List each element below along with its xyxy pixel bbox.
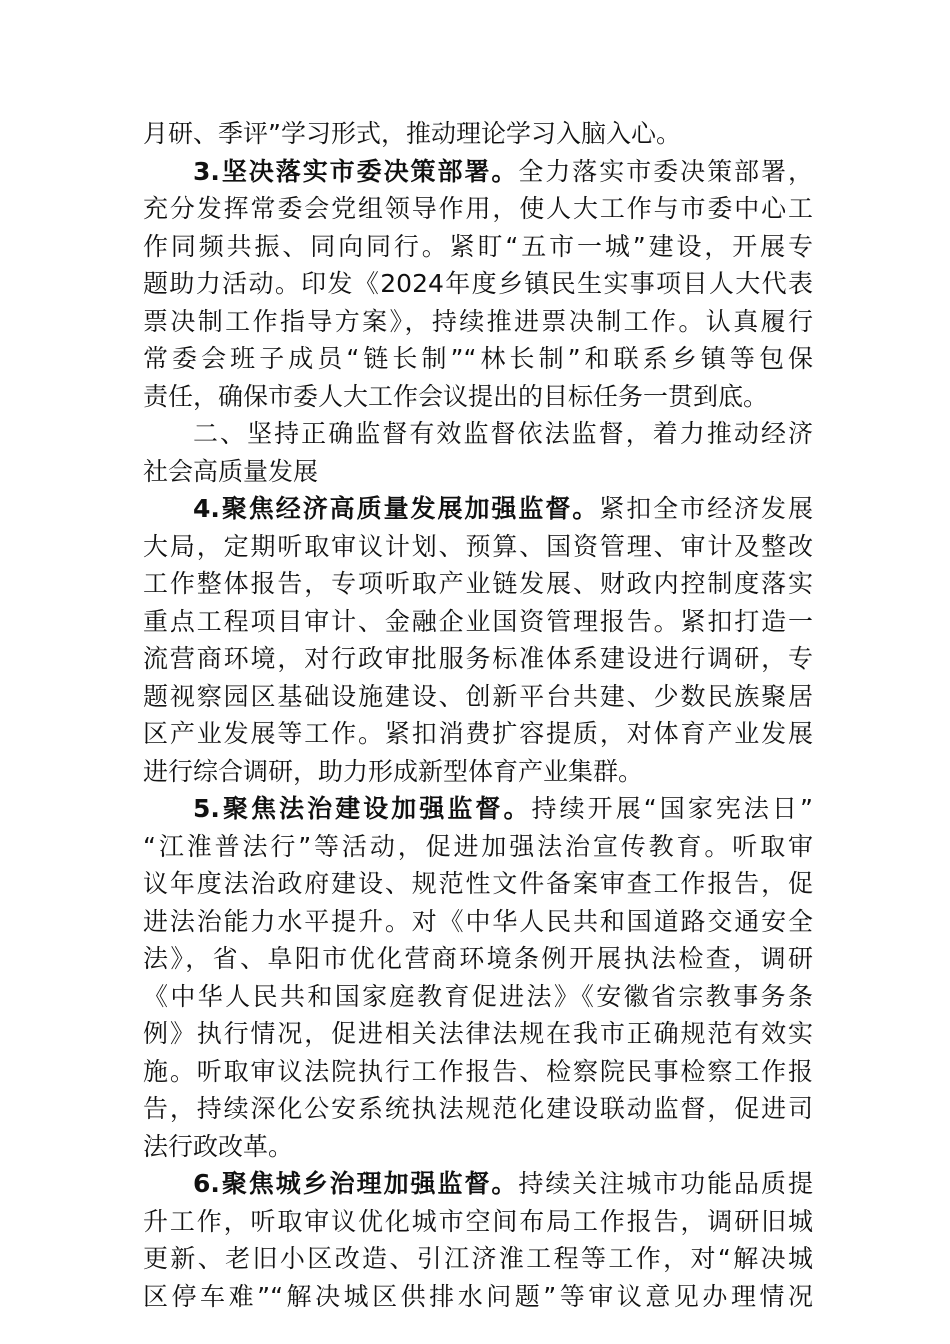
text-line [143, 1165, 813, 1203]
line-text: 月研、季评”学习形式，推动理论学习入脑入心。 [143, 119, 681, 148]
text-line [143, 790, 813, 828]
line-text: 议年度法治政府建设、规范性文件备案审查工作报告，促 [143, 869, 813, 898]
text-line [143, 978, 813, 1016]
section-heading: 6.聚焦城乡治理加强监督。 [193, 1169, 519, 1198]
line-text: 更新、老旧小区改造、引江济淮工程等工作，对“解决城 [143, 1244, 813, 1273]
text-line [143, 678, 813, 716]
line-text: 进法治能力水平提升。对《中华人民共和国道路交通安全 [143, 906, 813, 936]
text-line [143, 1128, 813, 1166]
text-line [143, 265, 813, 303]
line-text: 告，持续深化公安系统执法规范化建设联动监督，促进司 [143, 1094, 813, 1123]
text-line [143, 603, 813, 641]
line-text: 重点工程项目审计、金融企业国资管理报告。紧扣打造一 [143, 606, 813, 636]
line-text: 工作整体报告，专项听取产业链发展、财政内控制度落实 [143, 569, 813, 598]
text-line [143, 490, 813, 528]
text-line [143, 528, 813, 566]
document-body [143, 115, 813, 1315]
text-line [143, 903, 813, 941]
text-line [143, 1015, 813, 1053]
line-text: 充分发挥常委会党组领导作用，使人大工作与市委中心工 [143, 194, 813, 223]
line-text: 常委会班子成员“链长制”“林长制”和联系乡镇等包保 [143, 344, 813, 373]
text-line [143, 453, 813, 491]
line-text: 法行政改革。 [143, 1131, 294, 1161]
text-line [143, 1203, 813, 1241]
line-text: 施。听取审议法院执行工作报告、检察院民事检察工作报 [143, 1056, 813, 1086]
text-line [143, 1278, 813, 1316]
text-line [143, 640, 813, 678]
text-line [143, 415, 813, 453]
line-text: 二、坚持正确监督有效监督依法监督，着力推动经济 [193, 419, 813, 448]
text-line [143, 115, 813, 153]
line-text: 票决制工作指导方案》，持续推进票决制工作。认真履行 [143, 306, 813, 336]
text-line [143, 190, 813, 228]
line-text: 持续关注城市功能品质提 [518, 1169, 813, 1198]
text-line [143, 1240, 813, 1278]
section-heading: 5.聚焦法治建设加强监督。 [193, 794, 532, 823]
text-line [143, 865, 813, 903]
line-text: 作同频共振、同向同行。紧盯“五市一城”建设，开展专 [143, 231, 813, 261]
line-text: 升工作，听取审议优化城市空间布局工作报告，调研旧城 [143, 1206, 813, 1236]
line-text: “江淮普法行”等活动，促进加强法治宣传教育。听取审 [143, 831, 813, 861]
section-heading: 3.坚决落实市委决策部署。 [193, 156, 519, 186]
line-text: 进行综合调研，助力形成新型体育产业集群。 [143, 756, 644, 786]
line-text: 流营商环境，对行政审批服务标准体系建设进行调研，专 [143, 644, 813, 673]
text-line [143, 228, 813, 266]
line-text: 区停车难”“解决城区供排水问题”等审议意见办理情况 [143, 1281, 813, 1311]
line-text: 社会高质量发展 [143, 456, 319, 486]
text-line [143, 715, 813, 753]
text-line [143, 153, 813, 191]
line-text: 例》执行情况，促进相关法律法规在我市正确规范有效实 [143, 1019, 813, 1048]
line-text: 题助力活动。印发《2024年度乡镇民生实事项目人大代表 [143, 269, 813, 298]
text-line [143, 1053, 813, 1091]
text-line [143, 753, 813, 791]
text-line [143, 1090, 813, 1128]
section-heading: 4.聚焦经济高质量发展加强监督。 [193, 494, 600, 523]
text-line [143, 940, 813, 978]
line-text: 法》，省、阜阳市优化营商环境条例开展执法检查，调研 [143, 944, 813, 973]
line-text: 《中华人民共和国家庭教育促进法》《安徽省宗教事务条 [143, 981, 813, 1011]
line-text: 紧扣全市经济发展 [599, 494, 813, 523]
text-line [143, 340, 813, 378]
text-line [143, 565, 813, 603]
line-text: 题视察园区基础设施建设、创新平台共建、少数民族聚居 [143, 681, 813, 711]
line-text: 持续开展“国家宪法日” [531, 794, 813, 823]
text-line [143, 828, 813, 866]
line-text: 大局，定期听取审议计划、预算、国资管理、审计及整改 [143, 531, 813, 561]
text-line [143, 303, 813, 341]
line-text: 全力落实市委决策部署， [518, 156, 813, 186]
text-line [143, 378, 813, 416]
line-text: 责任，确保市委人大工作会议提出的目标任务一贯到底。 [143, 381, 769, 411]
line-text: 区产业发展等工作。紧扣消费扩容提质，对体育产业发展 [143, 719, 813, 748]
